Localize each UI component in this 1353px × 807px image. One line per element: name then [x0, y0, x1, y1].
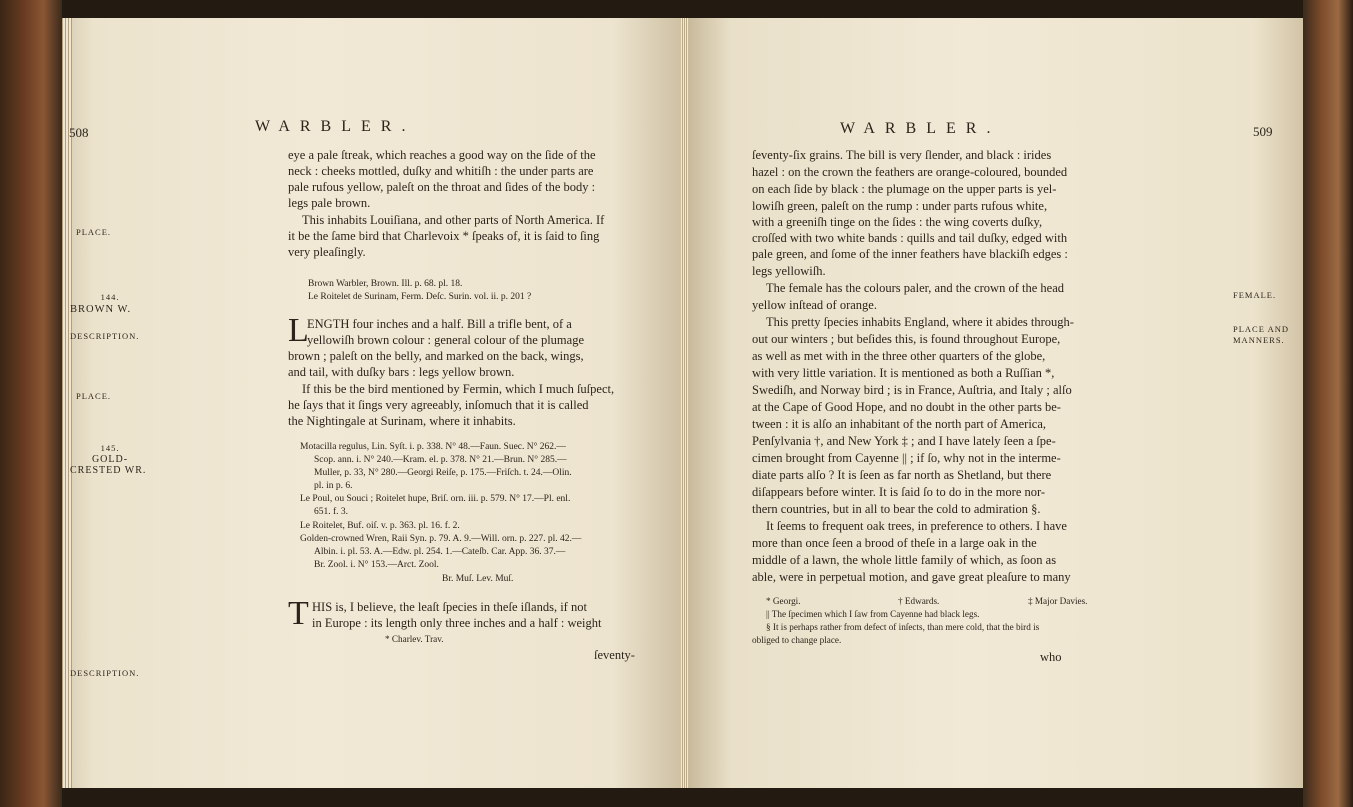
text-line: legs yellowiſh. [752, 264, 826, 278]
footnote: obliged to change place. [752, 635, 842, 645]
synonym-line: Le Roitelet, Buf. oiſ. v. p. 363. pl. 16. f. 2. [300, 521, 460, 531]
synonym-line: Brown Warbler, Brown. Ill. p. 68. pl. 18. [308, 279, 463, 289]
margin-note-description: DESCRIPTION. [70, 331, 140, 341]
margin-note-place-and: PLACE AND [1233, 324, 1289, 334]
text-line: The female has the colours paler, and the crown of the head [766, 281, 1064, 295]
book-binding-left [0, 0, 62, 807]
footnote: * Charlev. Trav. [385, 634, 444, 644]
text-line: cimen brought from Cayenne || ; if ſo, why not in the interme- [752, 451, 1061, 465]
synonym-line: Br. Zool. i. N° 153.—Arct. Zool. [314, 560, 439, 570]
synonym-line: pl. in p. 6. [314, 481, 353, 491]
running-head: WARBLER. [255, 118, 416, 135]
text-line: hazel : on the crown the feathers are orange-coloured, bounded [752, 165, 1068, 179]
text-line: middle of a lawn, the whole little family of which, as ſoon as [752, 553, 1057, 567]
text-line: able, were in perpetual motion, and gave great pleaſure to many [752, 570, 1071, 584]
text-line: pale rufous yellow, paleſt on the throat and ſides of the body : [288, 180, 596, 194]
left-page [62, 18, 688, 788]
footnote: || The ſpecimen which I ſaw from Cayenne had black legs. [766, 609, 980, 619]
margin-note-species-name: GOLD- [91, 454, 129, 465]
margin-note-place: PLACE. [76, 227, 112, 237]
text-line: neck : cheeks mottled, duſky and whitiſh : the under parts are [288, 164, 594, 178]
running-head: WARBLER. [840, 120, 1001, 137]
synonym-line: Scop. ann. i. N° 240.—Kram. el. p. 378. N° 21.—Brun. N° 285.— [314, 455, 567, 465]
text-line: legs pale brown. [288, 196, 371, 210]
drop-cap: T [288, 595, 309, 632]
text-line: very pleaſingly. [288, 245, 366, 259]
text-line: This inhabits Louiſiana, and other parts of North America. If [302, 213, 605, 227]
text-line: HIS is, I believe, the leaſt ſpecies in theſe iſlands, if not [312, 600, 587, 614]
synonym-line: Albin. i. pl. 53. A.—Edw. pl. 254. 1.—Cateſb. Car. App. 36. 37.— [314, 547, 566, 557]
margin-note-species-name: BROWN W. [70, 304, 132, 315]
text-line: thern countries, but in all to bear the cold to admiration §. [752, 502, 1041, 516]
catchword: who [1040, 650, 1062, 664]
synonym-line: Motacilla regulus, Lin. Syſt. i. p. 338. N° 48.—Faun. Suec. N° 262.— [300, 442, 566, 452]
synonym-line: Muller, p. 33, N° 280.—Georgi Reiſe, p. 175.—Friſch. t. 24.—Olin. [314, 468, 572, 478]
footnote: § It is perhaps rather from defect of inſects, than mere cold, that the bird is [766, 622, 1040, 632]
text-line: tween : it is alſo an inhabitant of the north part of America, [752, 417, 1047, 431]
text-line: he ſays that it ſings very agreeably, inſomuch that it is called [288, 398, 589, 412]
text-line: yellowiſh brown colour : general colour of the plumage [307, 333, 585, 347]
text-line: If this be the bird mentioned by Fermin, which I much ſuſpect, [302, 382, 615, 396]
text-line: brown ; paleſt on the belly, and marked on the back, wings, [288, 349, 584, 363]
margin-note-species-number: 145. [100, 443, 120, 453]
footnote: * Georgi. [766, 596, 801, 606]
page-edges-left-gutter [681, 18, 688, 788]
catchword: ſeventy- [594, 648, 635, 662]
margin-note-female: FEMALE. [1233, 290, 1277, 300]
text-line: Penſylvania †, and New York ‡ ; and I have lately ſeen a ſpe- [752, 434, 1056, 448]
text-line: and tail, with duſky bars : legs yellow brown. [288, 365, 515, 379]
text-line: on each ſide by black : the plumage on the upper parts is yel- [752, 182, 1057, 196]
footnote: † Edwards. [898, 596, 940, 606]
footnote: ‡ Major Davies. [1028, 596, 1088, 606]
text-line: more than once ſeen a brood of theſe in a large oak in the [752, 536, 1037, 550]
text-line: out our winters ; but beſides this, is found throughout Europe, [752, 332, 1061, 346]
text-line: ENGTH four inches and a half. Bill a trifle bent, of a [307, 317, 572, 331]
margin-note-species-number: 144. [100, 292, 120, 302]
text-line: pale green, and ſome of the inner feathers have blackiſh edges : [752, 247, 1068, 261]
text-line: diate parts alſo ? It is ſeen as far north as Shetland, but there [752, 468, 1052, 482]
text-line: as well as met with in the three other quarters of the globe, [752, 349, 1046, 363]
synonym-line: Le Roitelet de Surinam, Ferm. Deſc. Surin. vol. ii. p. 201 ? [308, 292, 532, 302]
text-line: it be the ſame bird that Charlevoix * ſpeaks of, it is ſaid to ſing [288, 229, 600, 243]
synonym-line: Golden-crowned Wren, Raii Syn. p. 79. A. 9.—Will. orn. p. 227. pl. 42.— [300, 534, 582, 544]
margin-note-species-name: CRESTED WR. [70, 465, 147, 476]
text-line: at the Cape of Good Hope, and no doubt in the other parts be- [752, 400, 1061, 414]
text-line: diſappears before winter. It is ſaid ſo to do in the more nor- [752, 485, 1046, 499]
text-line: in Europe : its length only three inches and a half : weight [312, 616, 602, 630]
book-binding-right [1303, 0, 1353, 807]
synonym-line: Br. Muſ. Lev. Muſ. [442, 574, 514, 584]
margin-note-place: PLACE. [76, 391, 112, 401]
page-number: 508 [69, 125, 89, 140]
margin-note-manners: MANNERS. [1233, 335, 1285, 345]
margin-note-description: DESCRIPTION. [70, 668, 140, 678]
right-page [688, 18, 1303, 788]
page-number: 509 [1253, 124, 1273, 139]
text-line: croſſed with two white bands : quills and tail duſky, edged with [752, 231, 1068, 245]
text-line: It ſeems to frequent oak trees, in preference to others. I have [766, 519, 1067, 533]
text-line: lowiſh green, paleſt on the rump : under parts rufous white, [752, 199, 1048, 213]
text-line: the Nightingale at Surinam, where it inhabits. [288, 414, 516, 428]
text-line: ſeventy-ſix grains. The bill is very ſlender, and black : irides [752, 148, 1052, 162]
text-line: with very little variation. It is mentioned as both a Ruſſian *, [752, 366, 1055, 380]
text-line: This pretty ſpecies inhabits England, where it abides through- [766, 315, 1074, 329]
drop-cap: L [288, 312, 309, 349]
synonym-line: Le Poul, ou Souci ; Roitelet hupe, Briſ. orn. iii. p. 579. N° 17.—Pl. enl. [300, 494, 571, 504]
text-line: Swediſh, and Norway bird ; is in France, Auſtria, and Italy ; alſo [752, 383, 1072, 397]
text-line: yellow inſtead of orange. [752, 298, 877, 312]
text-line: eye a pale ſtreak, which reaches a good way on the ſide of the [288, 148, 596, 162]
text-line: with a greeniſh tinge on the ſides : the wing coverts duſky, [752, 215, 1043, 229]
synonym-line: 651. f. 3. [314, 507, 349, 517]
